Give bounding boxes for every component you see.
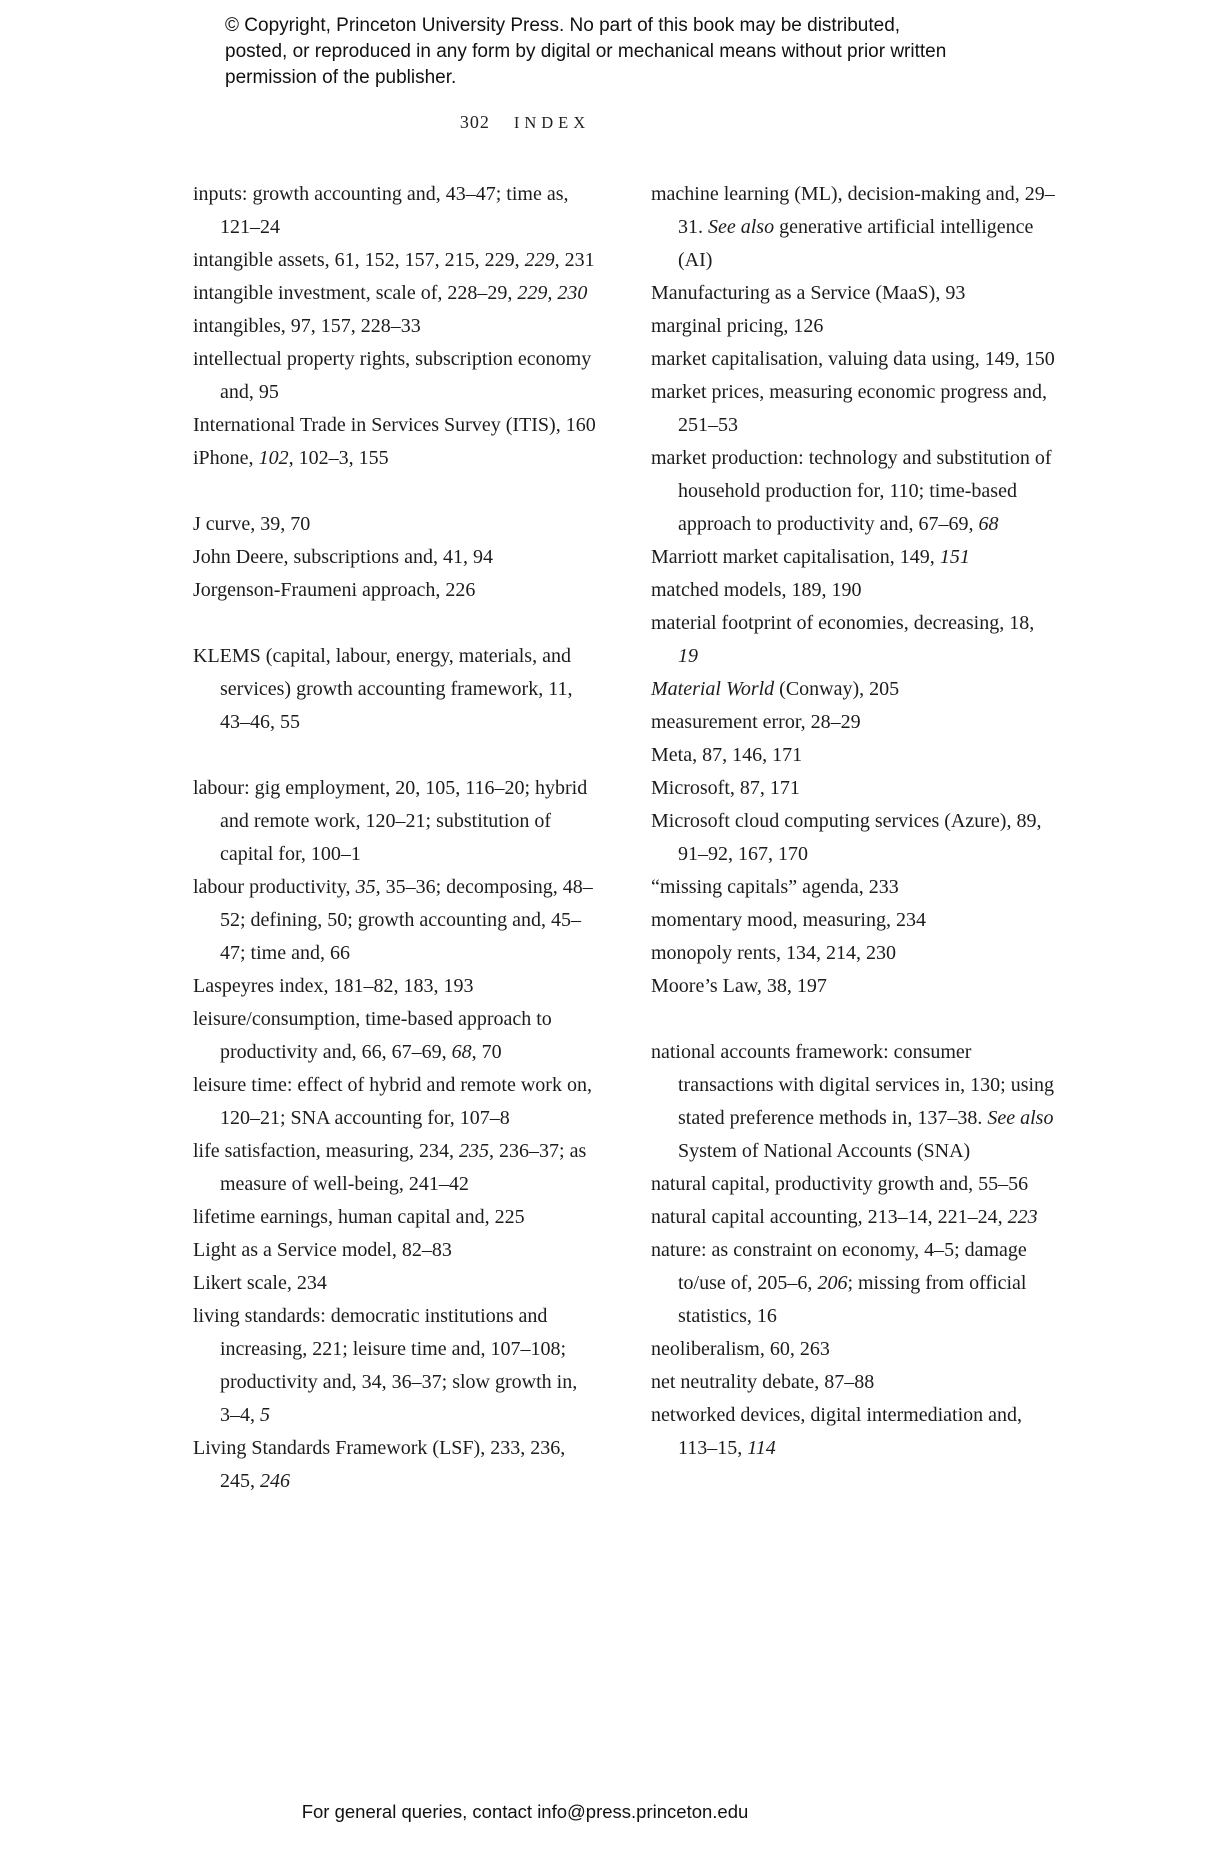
- index-entry: momentary mood, measuring, 234: [651, 909, 926, 931]
- index-entry: “missing capitals” agenda, 233: [651, 876, 899, 898]
- index-entry: Manufacturing as a Service (MaaS), 93: [651, 282, 966, 304]
- index-entry: intangible investment, scale of, 228–29, 229, 230: [193, 282, 588, 304]
- index-entry: Moore’s Law, 38, 197: [651, 975, 827, 997]
- index-entry: inputs: growth accounting and, 43–47; time as, 121–24: [193, 183, 569, 238]
- index-entry: leisure/consumption, time-based approach to productivity and, 66, 67–69, 68, 70: [193, 1008, 552, 1063]
- index-column-left: [193, 178, 599, 1498]
- index-group: [651, 178, 1057, 1003]
- index-entry: machine learning (ML), decision-making and, 29–31. See also generative artificial intelligence (AI): [651, 183, 1055, 271]
- index-entry: living standards: democratic institutions and increasing, 221; leisure time and, 107–108; productivity and, 34, 36–37; slow growth in, 3–4, 5: [193, 1305, 578, 1426]
- index-entry: natural capital, productivity growth and, 55–56: [651, 1173, 1029, 1195]
- index-entry: natural capital accounting, 213–14, 221–24, 223: [651, 1206, 1038, 1228]
- index-entry: John Deere, subscriptions and, 41, 94: [193, 546, 493, 568]
- index-entry: Marriott market capitalisation, 149, 151: [651, 546, 970, 568]
- index-entry: networked devices, digital intermediation and, 113–15, 114: [651, 1404, 1022, 1459]
- index-entry: intangibles, 97, 157, 228–33: [193, 315, 421, 337]
- index-entry: Microsoft cloud computing services (Azure), 89, 91–92, 167, 170: [651, 810, 1042, 865]
- index-group: [193, 508, 599, 607]
- index-title: INDEX: [513, 113, 591, 132]
- index-entry: iPhone, 102, 102–3, 155: [193, 447, 389, 469]
- index-entry: neoliberalism, 60, 263: [651, 1338, 830, 1360]
- index-entry: material footprint of economies, decreasing, 18, 19: [651, 612, 1035, 667]
- index-entry: J curve, 39, 70: [193, 513, 311, 535]
- index-entry: Likert scale, 234: [193, 1272, 327, 1294]
- index-entry: International Trade in Services Survey (ITIS), 160: [193, 414, 596, 436]
- index-entry: nature: as constraint on economy, 4–5; damage to/use of, 205–6, 206; missing from official statistics, 16: [651, 1239, 1027, 1327]
- index-entry: national accounts framework: consumer transactions with digital services in, 130; using stated preference methods in, 137–38. See also System of National Accounts (SNA): [651, 1041, 1055, 1162]
- index-entry: marginal pricing, 126: [651, 315, 824, 337]
- index-entry: labour productivity, 35, 35–36; decomposing, 48–52; defining, 50; growth accounting and, 45–47; time and, 66: [193, 876, 593, 964]
- index-entry: intangible assets, 61, 152, 157, 215, 229, 229, 231: [193, 249, 595, 271]
- index-entry: Meta, 87, 146, 171: [651, 744, 803, 766]
- footer-contact: For general queries, contact info@press.princeton.edu: [301, 1801, 749, 1822]
- index-entry: Jorgenson-Fraumeni approach, 226: [193, 579, 476, 601]
- index-group: [193, 178, 599, 475]
- running-head: [460, 112, 590, 133]
- index-entry: market prices, measuring economic progress and, 251–53: [651, 381, 1047, 436]
- index-entry: monopoly rents, 134, 214, 230: [651, 942, 896, 964]
- index-entry: net neutrality debate, 87–88: [651, 1371, 875, 1393]
- index-entry: Living Standards Framework (LSF), 233, 236, 245, 246: [193, 1437, 566, 1492]
- index-entry: lifetime earnings, human capital and, 225: [193, 1206, 525, 1228]
- index-entry: Laspeyres index, 181–82, 183, 193: [193, 975, 474, 997]
- index-entry: KLEMS (capital, labour, energy, materials, and services) growth accounting framework, 11, 43–46, 55: [193, 645, 573, 733]
- index-entry: intellectual property rights, subscription economy and, 95: [193, 348, 592, 403]
- index-entry: matched models, 189, 190: [651, 579, 862, 601]
- index-entry: Material World (Conway), 205: [651, 678, 900, 700]
- index-entry: market capitalisation, valuing data using, 149, 150: [651, 348, 1055, 370]
- index-columns: [193, 178, 1057, 1498]
- index-column-right: [651, 178, 1057, 1498]
- index-entry: Light as a Service model, 82–83: [193, 1239, 452, 1261]
- index-group: [193, 640, 599, 739]
- index-group: [193, 772, 599, 1498]
- index-entry: market production: technology and substitution of household production for, 110; time-based approach to productivity and, 67–69, 68: [651, 447, 1052, 535]
- index-entry: Microsoft, 87, 171: [651, 777, 800, 799]
- index-group: [651, 1036, 1057, 1465]
- index-entry: life satisfaction, measuring, 234, 235, 236–37; as measure of well-being, 241–42: [193, 1140, 587, 1195]
- index-entry: labour: gig employment, 20, 105, 116–20; hybrid and remote work, 120–21; substitution of capital for, 100–1: [193, 777, 588, 865]
- index-entry: leisure time: effect of hybrid and remote work on, 120–21; SNA accounting for, 107–8: [193, 1074, 592, 1129]
- page-number: 302: [459, 112, 490, 132]
- index-entry: measurement error, 28–29: [651, 711, 861, 733]
- copyright-notice: © Copyright, Princeton University Press. No part of this book may be distributed, posted, or reproduced in any form by digital or mechanical means without prior written permission of the publisher.: [225, 15, 947, 88]
